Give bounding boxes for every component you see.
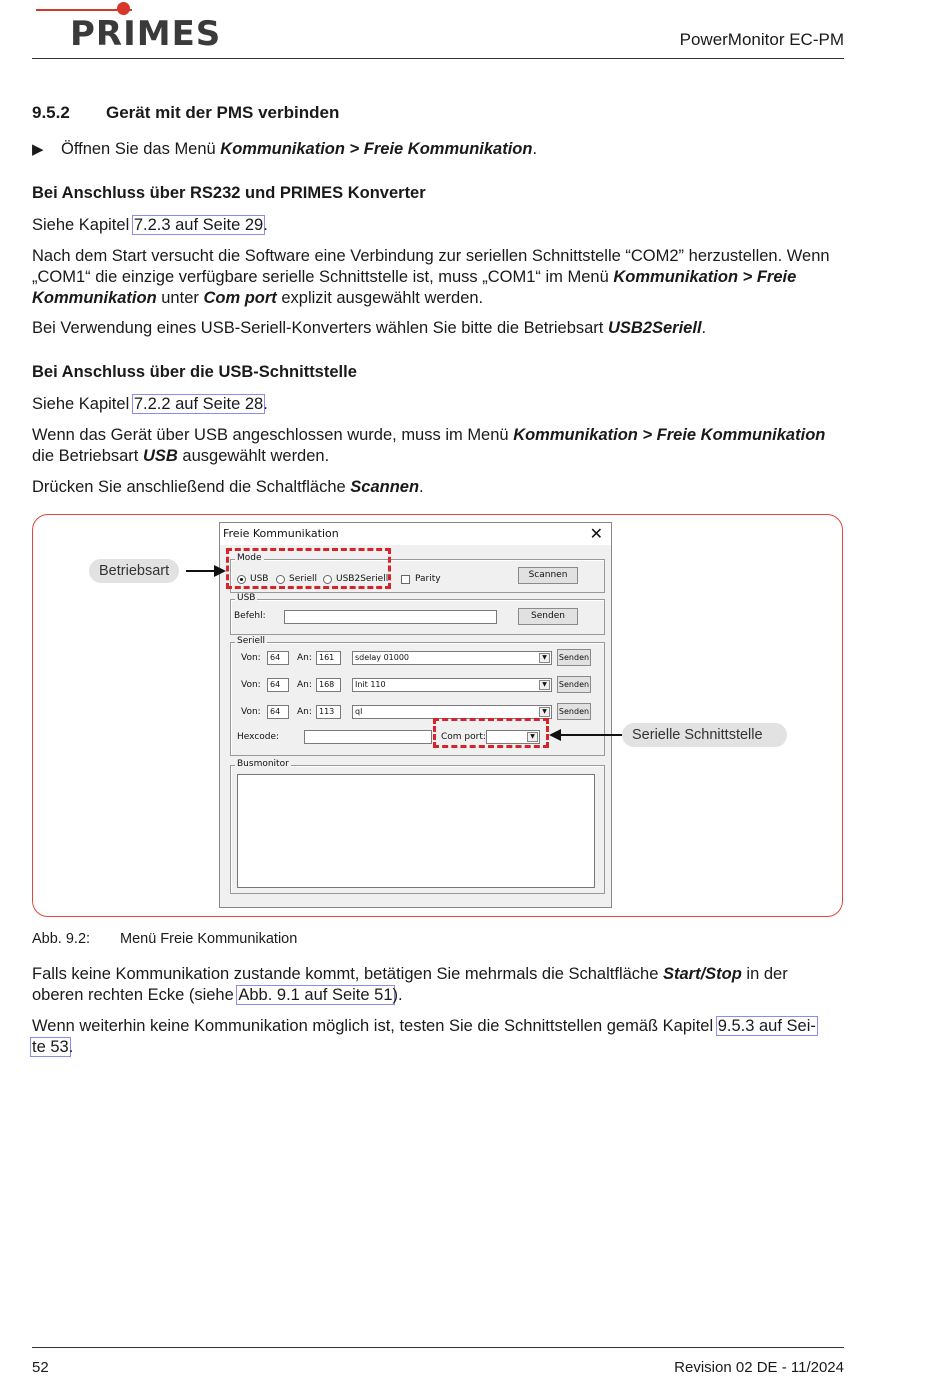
- product-name: PowerMonitor EC-PM: [679, 30, 844, 49]
- logo: PRIMES: [70, 14, 222, 54]
- usb-group-label: USB: [237, 593, 256, 603]
- step-instruction: Öffnen Sie das Menü Kommunikation > Freie Kommunikation.: [61, 140, 538, 158]
- radio-usb-label: USB: [250, 574, 269, 584]
- rs232-heading: Bei Anschluss über RS232 und PRIMES Konverter: [32, 184, 426, 202]
- scannen-button[interactable]: Scannen: [518, 567, 578, 584]
- seriell-senden-button[interactable]: Senden: [557, 703, 591, 720]
- command-select[interactable]: [352, 705, 552, 719]
- rs232-reference: Siehe Kapitel 7.2.3 auf Seite 29.: [32, 216, 268, 234]
- dialog-titlebar: [220, 523, 611, 545]
- hexcode-label: Hexcode:: [237, 732, 280, 742]
- usb-senden-button[interactable]: Senden: [518, 608, 578, 625]
- mode-highlight: [226, 548, 391, 589]
- kapitel-ref-link[interactable]: 9.5.3 auf Sei-: [717, 1017, 816, 1035]
- befehl-input[interactable]: [284, 610, 497, 624]
- seriell-senden-button[interactable]: Senden: [557, 649, 591, 666]
- an-label: An:: [297, 653, 312, 663]
- usb-paragraph-2: Drücken Sie anschließend die Schaltfläche Scannen.: [32, 478, 424, 496]
- abb-ref-link[interactable]: Abb. 9.1 auf Seite 51: [238, 986, 393, 1004]
- arrow-left-icon: [549, 729, 561, 741]
- page-number: 52: [32, 1359, 49, 1376]
- comport-label: Com port:: [441, 732, 486, 742]
- befehl-label: Befehl:: [234, 611, 266, 621]
- section-title: Gerät mit der PMS verbinden: [106, 103, 340, 122]
- callout-serielle-schnittstelle: Serielle Schnittstelle: [622, 723, 787, 747]
- bullet-icon: ▶: [32, 141, 44, 158]
- radio-seriell-label: Seriell: [289, 574, 317, 584]
- radio-usb2seriell-label: USB2Seriell: [336, 574, 389, 584]
- busmonitor-textarea[interactable]: [237, 774, 595, 888]
- seriell-senden-button[interactable]: Senden: [557, 676, 591, 693]
- von-label: Von:: [241, 653, 261, 663]
- rs232-paragraph-1: Nach dem Start versucht die Software eine Verbindung zur seriellen Schnittstelle “COM2” herzustellen. Wenn „COM1“ die einzige verfügbare serielle Schnittstelle ist, muss „COM1“ im Menü Kommunikation > Freie Kommunikation unter Com port explizit ausgewählt werden.: [32, 247, 830, 307]
- usb-ref-link[interactable]: 7.2.2 auf Seite 28: [133, 395, 264, 413]
- header-divider: [32, 58, 844, 59]
- arrow-line: [560, 734, 622, 736]
- seriell-group-label: Seriell: [237, 636, 265, 646]
- after-paragraph-1: Falls keine Kommunikation zustande kommt, betätigen Sie mehrmals die Schaltfläche Start/Stop in der oberen rechten Ecke (siehe Abb. 9.1 auf Seite 51).: [32, 965, 788, 1004]
- an-label: An:: [297, 680, 312, 690]
- rs232-ref-link[interactable]: 7.2.3 auf Seite 29: [133, 216, 264, 234]
- an-input[interactable]: 113: [316, 705, 341, 719]
- von-input[interactable]: 64: [267, 651, 289, 665]
- usb-paragraph-1: Wenn das Gerät über USB angeschlossen wurde, muss im Menü Kommunikation > Freie Kommunikation die Betriebsart USB ausgewählt werden.: [32, 426, 826, 465]
- dialog-title: Freie Kommunikation: [223, 527, 339, 540]
- busmonitor-group: [230, 759, 605, 894]
- command-value: sdelay 01000: [355, 653, 410, 662]
- footer-divider: [32, 1347, 844, 1348]
- comport-highlight: [433, 718, 549, 748]
- von-label: Von:: [241, 680, 261, 690]
- section-number: 9.5.2: [32, 103, 70, 122]
- arrow-right-icon: [214, 565, 226, 577]
- chevron-down-icon[interactable]: ▼: [539, 680, 550, 690]
- after-paragraph-2: Wenn weiterhin keine Kommunikation möglich ist, testen Sie die Schnittstellen gemäß Kapitel 9.5.3 auf Sei- te 53.: [32, 1017, 816, 1056]
- usb-group: [230, 593, 605, 635]
- an-input[interactable]: 168: [316, 678, 341, 692]
- an-label: An:: [297, 707, 312, 717]
- command-select[interactable]: [352, 651, 552, 665]
- close-icon[interactable]: ✕: [589, 524, 603, 543]
- chevron-down-icon[interactable]: ▼: [539, 653, 550, 663]
- hexcode-input[interactable]: [304, 730, 432, 744]
- von-input[interactable]: 64: [267, 678, 289, 692]
- rs232-paragraph-2: Bei Verwendung eines USB-Seriell-Konverters wählen Sie bitte die Betriebsart USB2Seriell.: [32, 319, 707, 337]
- mode-label: Mode: [237, 553, 262, 563]
- kapitel-ref-link-cont[interactable]: te 53: [32, 1038, 69, 1056]
- busmonitor-label: Busmonitor: [237, 759, 289, 769]
- chevron-down-icon[interactable]: ▼: [527, 732, 538, 742]
- callout-betriebsart: Betriebsart: [89, 559, 179, 583]
- usb-reference: Siehe Kapitel 7.2.2 auf Seite 28.: [32, 395, 268, 413]
- von-input[interactable]: 64: [267, 705, 289, 719]
- figure-number: Abb. 9.2:: [32, 931, 91, 947]
- chevron-down-icon[interactable]: ▼: [539, 707, 550, 717]
- parity-checkbox[interactable]: [401, 575, 410, 584]
- command-value: ql: [355, 707, 363, 716]
- command-value: Init 110: [355, 680, 386, 689]
- figure-caption: Menü Freie Kommunikation: [120, 931, 298, 947]
- revision: Revision 02 DE - 11/2024: [674, 1359, 844, 1376]
- usb-heading: Bei Anschluss über die USB-Schnittstelle: [32, 363, 357, 381]
- command-select[interactable]: [352, 678, 552, 692]
- parity-label: Parity: [415, 574, 441, 584]
- arrow-line: [186, 570, 216, 572]
- von-label: Von:: [241, 707, 261, 717]
- an-input[interactable]: 161: [316, 651, 341, 665]
